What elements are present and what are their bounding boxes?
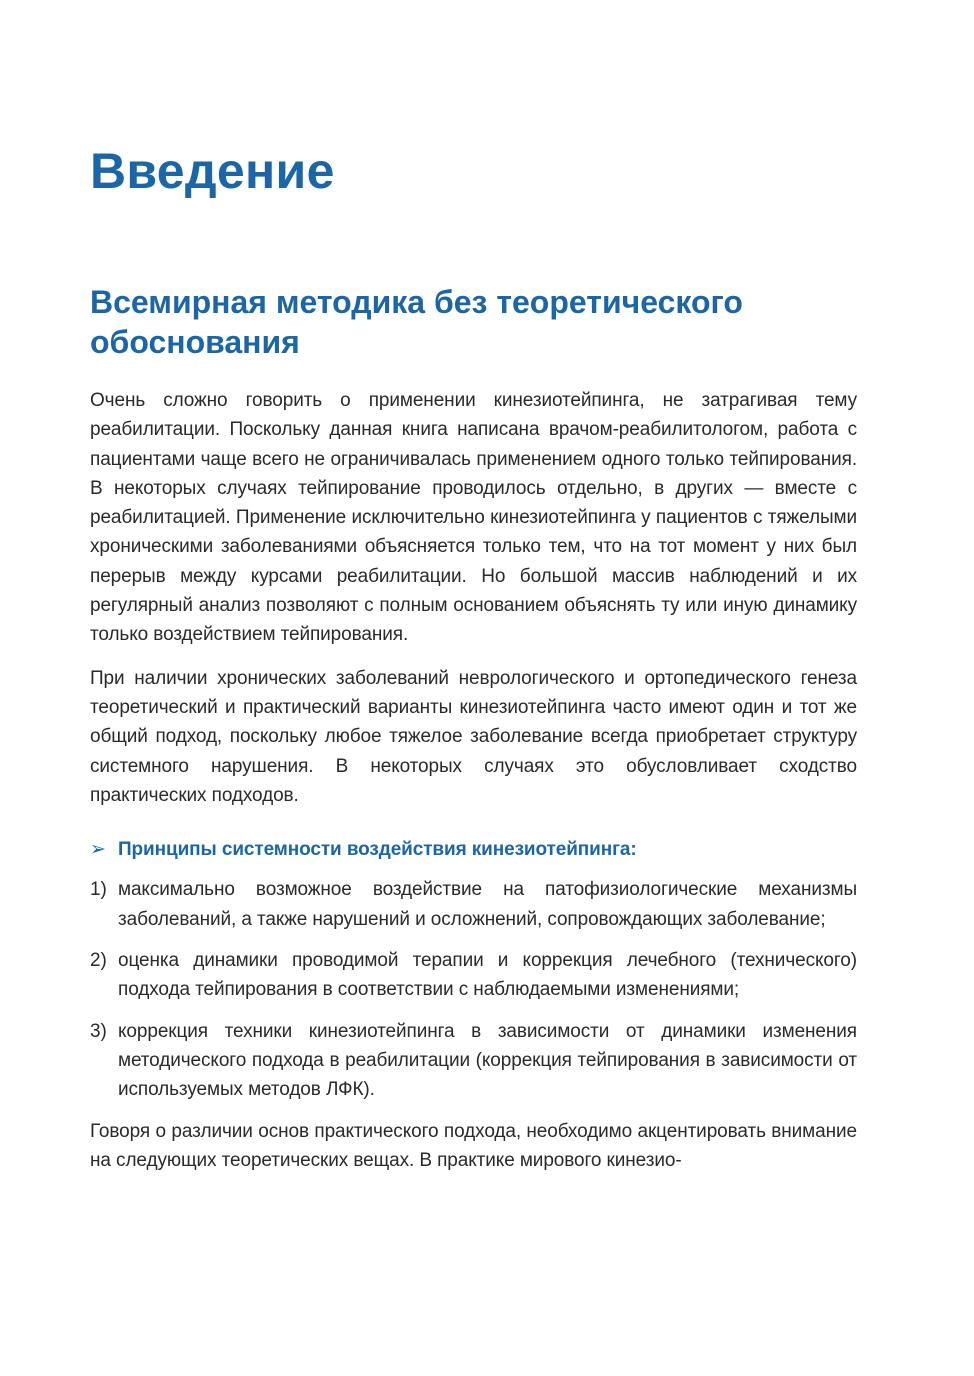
list-item-number: 3) <box>90 1020 107 1042</box>
body-text <box>90 386 857 1189</box>
section-title: Всемирная методика без теоретического обоснования <box>90 284 743 360</box>
list-item <box>90 1017 857 1105</box>
list-item-text: оценка динамики проводимой терапии и коррекция лечебного (технического) подхода тейпирования в соответствии с наблюдаемыми изменениями; <box>118 950 857 1001</box>
list-item-number: 1) <box>90 879 107 901</box>
closing-paragraph: Говоря о различии основ практического подхода, необходимо акцентировать внимание на следующих теоретических вещах. В практике мирового кинезио- <box>90 1120 857 1171</box>
list-item <box>90 946 857 1005</box>
list-item-number: 2) <box>90 950 107 972</box>
paragraph: Очень сложно говорить о применении кинезиотейпинга, не затрагивая тему реабилитации. Поскольку данная книга написана врачом-реабилитологом, работа с пациентами чаще всего не ограничивалась применением одного только тейпирования. В некоторых случаях тейпирование проводилось отдельно, в других — вместе с реабилитацией. Применение исключительно кинезиотейпинга у пациентов с тяжелыми хроническими заболеваниями объясняется только тем, что на тот момент у них был перерыв между курсами реабилитации. Но большой массив наблюдений и их регулярный анализ позволяют с полным основанием объяснять ту или иную динамику только воздействием тейпирования. <box>90 390 857 646</box>
list-item-text: максимально возможное воздействие на патофизиологические механизмы заболеваний, а также нарушений и осложнений, сопровождающих заболевание; <box>118 879 857 930</box>
paragraph: При наличии хронических заболеваний неврологического и ортопедического генеза теоретический и практический варианты кинезиотейпинга часто имеют один и тот же общий подход, поскольку любое тяжелое заболевание всегда приобретает структуру системного нарушения. В некоторых случаях это обусловливает сходство практических подходов. <box>90 667 857 806</box>
list-item <box>90 875 857 934</box>
chapter-title: Введение <box>90 143 335 199</box>
principles-heading <box>90 835 857 864</box>
list-item-text: коррекция техники кинезиотейпинга в зависимости от динамики изменения методического подхода в реабилитации (коррекция тейпирования в зависимости от используемых методов ЛФК). <box>118 1020 857 1101</box>
chevron-right-icon: ➢ <box>90 839 106 861</box>
principles-heading-text: Принципы системности воздействия кинезиотейпинга: <box>118 839 637 861</box>
principles-list <box>90 875 857 1104</box>
